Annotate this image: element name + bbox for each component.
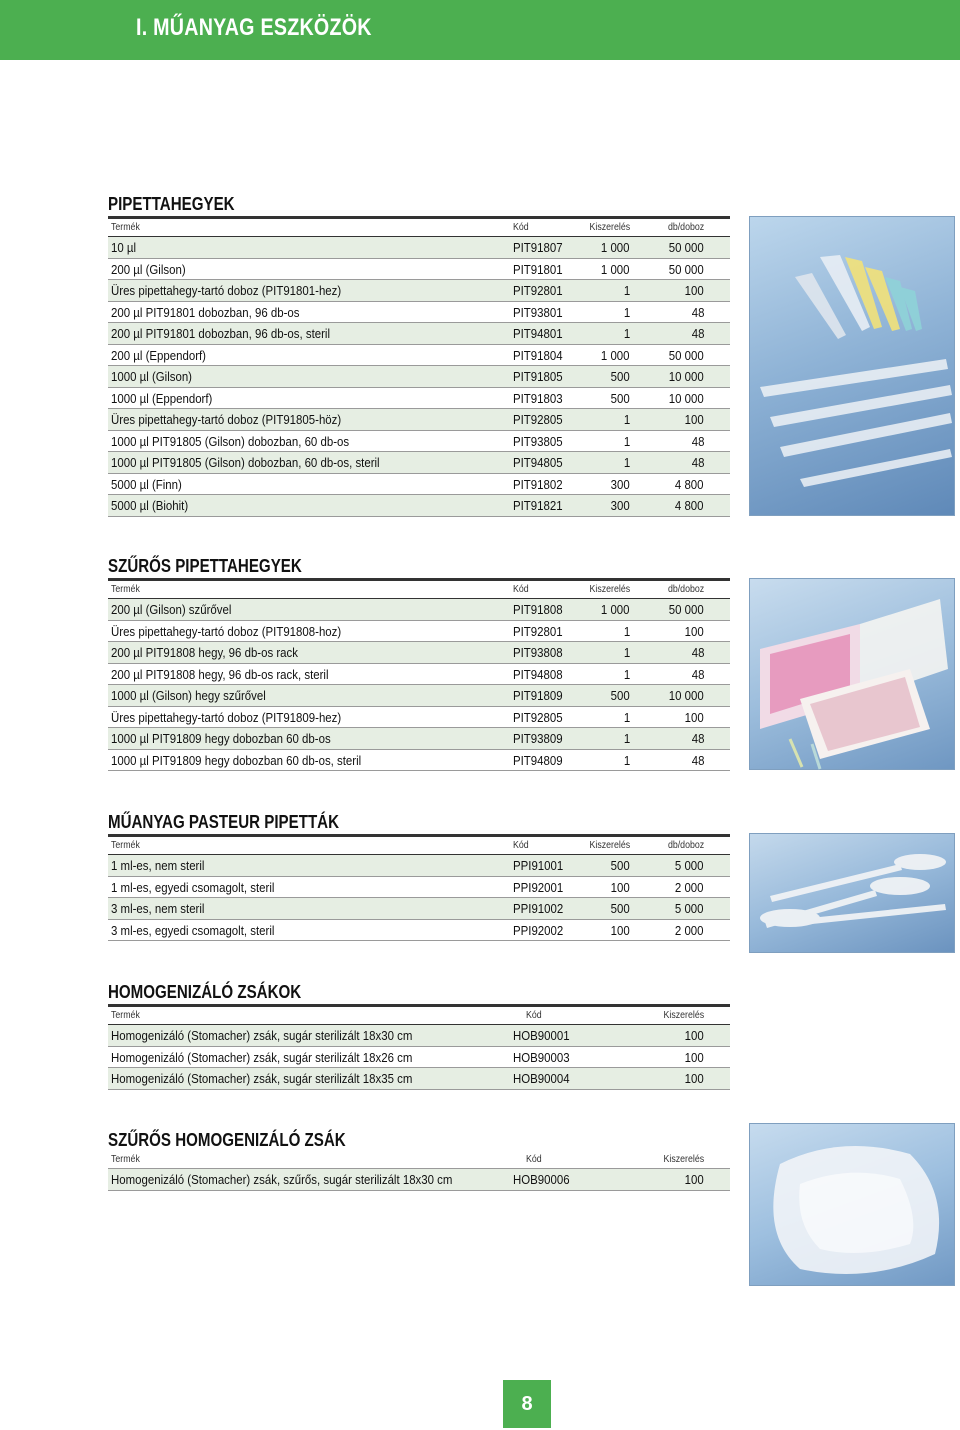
cell-db-doboz: 48 [691,326,704,341]
col-termek: Termék [111,584,140,595]
cell-kod: HOB90006 [513,1172,570,1187]
cell-termek: Homogenizáló (Stomacher) zsák, szűrős, sugár sterilizált 18x30 cm [111,1172,453,1187]
table-body [108,855,730,941]
cell-termek: 200 µl PIT91808 hegy, 96 db-os rack, steril [111,666,329,682]
table-row [108,728,730,750]
page-number: 8 [503,1380,551,1428]
cell-kod: PIT91804 [513,347,563,363]
table-row [108,302,730,324]
cell-db-doboz: 50 000 [669,261,704,277]
col-termek: Termék [111,222,140,233]
cell-kiszereles: 1 000 [601,602,630,617]
cell-db-doboz: 48 [691,666,704,682]
cell-kiszereles: 500 [610,688,630,703]
cell-kiszereles: 1 000 [601,240,630,255]
cell-kiszereles: 1 [623,731,630,746]
cell-db-doboz: 50 000 [669,602,704,617]
cell-kod: PIT91802 [513,476,563,492]
table-row [108,388,730,410]
cell-termek: Homogenizáló (Stomacher) zsák, sugár sterilizált 18x26 cm [111,1049,413,1065]
cell-kod: PIT91805 [513,369,563,384]
cell-kiszereles: 1 [623,666,630,682]
col-kod: Kód [513,222,529,233]
cell-termek: 1000 µl (Eppendorf) [111,390,213,406]
cell-kod: HOB90001 [513,1028,570,1043]
cell-db-doboz: 100 [684,709,704,725]
cell-kiszereles: 1 000 [601,261,630,277]
cell-termek: 200 µl (Gilson) szűrővel [111,602,232,617]
cell-kiszereles: 300 [610,476,630,492]
cell-kod: PIT94809 [513,752,563,768]
table-row [108,323,730,345]
section-szuros-homogenizalo-zsak [108,1129,730,1191]
table-row [108,621,730,643]
table-row [108,280,730,302]
cell-termek: 1 ml-es, egyedi csomagolt, steril [111,879,275,895]
cell-kiszereles: 100 [610,922,630,938]
cell-termek: 200 µl PIT91801 dobozban, 96 db-os [111,304,300,320]
cell-kiszereles: 100 [610,879,630,895]
cell-db-doboz: 48 [691,433,704,449]
cell-kod: PIT93801 [513,304,563,320]
table-header [108,837,730,855]
cell-termek: 3 ml-es, egyedi csomagolt, steril [111,922,275,938]
table-row [108,495,730,517]
col-termek: Termék [111,1010,140,1021]
cell-db-doboz: 48 [691,731,704,746]
section-szuros-pipettahegyek [108,555,730,771]
table-header [108,1151,730,1169]
table-row [108,1169,730,1191]
pipette-tips-image [750,217,956,517]
cell-termek: 200 µl (Gilson) [111,261,186,277]
table-row [108,750,730,772]
table-header [108,1007,730,1025]
cell-kod: PIT91809 [513,688,563,703]
cell-termek: Homogenizáló (Stomacher) zsák, sugár sterilizált 18x30 cm [111,1028,413,1043]
cell-db-doboz: 4 800 [675,476,704,492]
cell-kod: HOB90003 [513,1049,570,1065]
cell-kod: PIT93805 [513,433,563,449]
cell-kiszereles: 1 [623,455,630,470]
cell-kiszereles: 1 [623,623,630,639]
table-row [108,599,730,621]
table-row [108,642,730,664]
section-title: SZŰRŐS PIPETTAHEGYEK [108,556,302,576]
table-row [108,855,730,877]
cell-termek: 1000 µl (Gilson) hegy szűrővel [111,688,266,703]
cell-kiszereles: 1 [623,283,630,298]
table-row [108,664,730,686]
cell-kiszereles: 500 [610,858,630,873]
cell-kod: PIT91803 [513,390,563,406]
cell-kod: PIT92805 [513,709,563,725]
cell-kiszereles: 1 000 [601,347,630,363]
cell-termek: 200 µl (Eppendorf) [111,347,206,363]
cell-termek: 1000 µl (Gilson) [111,369,192,384]
cell-kiszereles: 1 [623,326,630,341]
cell-db-doboz: 10 000 [669,390,704,406]
pasteur-pipettes-image [750,834,956,954]
cell-db-doboz: 48 [691,752,704,768]
table-header [108,581,730,599]
cell-kiszereles: 500 [610,369,630,384]
cell-db-doboz: 48 [691,645,704,660]
cell-kiszereles: 300 [610,498,630,513]
cell-kod: PIT92801 [513,623,563,639]
cell-kod: PPI92001 [513,879,564,895]
col-kiszereles: Kiszerelés [663,1154,704,1165]
cell-termek: 1 ml-es, nem steril [111,858,205,873]
table-row [108,877,730,899]
cell-db-doboz: 4 800 [675,498,704,513]
cell-kod: PIT91821 [513,498,563,513]
col-termek: Termék [111,1154,140,1165]
cell-kiszereles: 1 [623,752,630,768]
col-kiszereles: Kiszerelés [663,1010,704,1021]
cell-kod: PIT94808 [513,666,563,682]
cell-kod: PIT94801 [513,326,563,341]
col-db-doboz: db/doboz [667,840,704,851]
cell-db-doboz: 10 000 [669,369,704,384]
cell-kod: PIT91808 [513,602,563,617]
cell-kod: PIT91801 [513,261,563,277]
table-body [108,237,730,517]
cell-db-doboz: 48 [691,455,704,470]
table-row [108,409,730,431]
cell-kod: PIT91807 [513,240,563,255]
cell-kiszereles: 100 [684,1028,704,1043]
cell-db-doboz: 2 000 [675,879,704,895]
cell-db-doboz: 2 000 [675,922,704,938]
homogenizer-bag-photo [749,1123,955,1286]
table-body [108,1025,730,1090]
cell-kod: PIT94805 [513,455,563,470]
cell-kod: PIT93809 [513,731,563,746]
col-kiszereles: Kiszerelés [589,222,630,233]
col-kod: Kód [513,840,529,851]
cell-termek: Üres pipettahegy-tartó doboz (PIT91809-hez) [111,709,342,725]
section-title: SZŰRŐS HOMOGENIZÁLÓ ZSÁK [108,1130,346,1150]
table-row [108,474,730,496]
cell-kiszereles: 500 [610,901,630,916]
col-db-doboz: db/doboz [667,584,704,595]
col-db-doboz: db/doboz [667,222,704,233]
cell-termek: Üres pipettahegy-tartó doboz (PIT91808-hoz) [111,623,342,639]
section-pipettahegyek [108,193,730,517]
section-title: HOMOGENIZÁLÓ ZSÁKOK [108,982,302,1002]
cell-termek: 1000 µl PIT91809 hegy dobozban 60 db-os, steril [111,752,362,768]
col-termek: Termék [111,840,140,851]
cell-db-doboz: 10 000 [669,688,704,703]
cell-termek: Üres pipettahegy-tartó doboz (PIT91805-höz) [111,412,342,427]
section-pasteur-pipettak [108,811,730,941]
col-kiszereles: Kiszerelés [589,840,630,851]
cell-db-doboz: 100 [684,412,704,427]
cell-kiszereles: 500 [610,390,630,406]
filter-tips-rack-photo [749,578,955,770]
cell-kiszereles: 100 [684,1049,704,1065]
table-body [108,1169,730,1191]
cell-kod: PPI91001 [513,858,564,873]
cell-termek: 1000 µl PIT91805 (Gilson) dobozban, 60 db-os [111,433,350,449]
cell-termek: 1000 µl PIT91809 hegy dobozban 60 db-os [111,731,331,746]
header-bar [0,0,960,60]
col-kiszereles: Kiszerelés [589,584,630,595]
col-kod: Kód [526,1154,542,1165]
cell-kiszereles: 1 [623,433,630,449]
table-row [108,685,730,707]
cell-termek: Üres pipettahegy-tartó doboz (PIT91801-hez) [111,283,342,298]
cell-termek: 5000 µl (Finn) [111,476,182,492]
table-row [108,431,730,453]
cell-db-doboz: 100 [684,283,704,298]
cell-termek: Homogenizáló (Stomacher) zsák, sugár sterilizált 18x35 cm [111,1071,413,1086]
cell-termek: 5000 µl (Biohit) [111,498,189,513]
cell-db-doboz: 100 [684,623,704,639]
table-row [108,259,730,281]
cell-db-doboz: 50 000 [669,240,704,255]
cell-kiszereles: 1 [623,709,630,725]
table-row [108,452,730,474]
pipette-tips-photo [749,216,955,516]
table-header [108,219,730,237]
col-kod: Kód [526,1010,542,1021]
table-row [108,237,730,259]
page-title: I. MŰANYAG ESZKÖZÖK [136,14,372,41]
cell-termek: 200 µl PIT91801 dobozban, 96 db-os, steril [111,326,331,341]
table-body [108,599,730,771]
tip-rack-image [750,579,956,771]
cell-db-doboz: 48 [691,304,704,320]
table-row [108,345,730,367]
section-title: MŰANYAG PASTEUR PIPETTÁK [108,812,340,832]
cell-termek: 3 ml-es, nem steril [111,901,205,916]
cell-kod: PIT93808 [513,645,563,660]
cell-kod: PPI91002 [513,901,564,916]
cell-kiszereles: 100 [684,1172,704,1187]
table-row [108,1025,730,1047]
cell-db-doboz: 5 000 [675,858,704,873]
col-kod: Kód [513,584,529,595]
bag-image [750,1124,956,1287]
cell-kod: HOB90004 [513,1071,570,1086]
cell-termek: 10 µl [111,240,137,255]
table-row [108,1047,730,1069]
cell-db-doboz: 50 000 [669,347,704,363]
cell-kod: PPI92002 [513,922,564,938]
table-row [108,920,730,942]
cell-kiszereles: 1 [623,304,630,320]
section-homogenizalo-zsakok [108,981,730,1090]
table-row [108,366,730,388]
cell-kiszereles: 1 [623,645,630,660]
cell-kod: PIT92801 [513,283,563,298]
cell-termek: 1000 µl PIT91805 (Gilson) dobozban, 60 db-os, steril [111,455,380,470]
table-row [108,707,730,729]
section-title: PIPETTAHEGYEK [108,194,235,214]
cell-db-doboz: 5 000 [675,901,704,916]
cell-termek: 200 µl PIT91808 hegy, 96 db-os rack [111,645,298,660]
pasteur-pipettes-photo [749,833,955,953]
table-row [108,898,730,920]
cell-kiszereles: 100 [684,1071,704,1086]
table-row [108,1068,730,1090]
cell-kiszereles: 1 [623,412,630,427]
cell-kod: PIT92805 [513,412,563,427]
